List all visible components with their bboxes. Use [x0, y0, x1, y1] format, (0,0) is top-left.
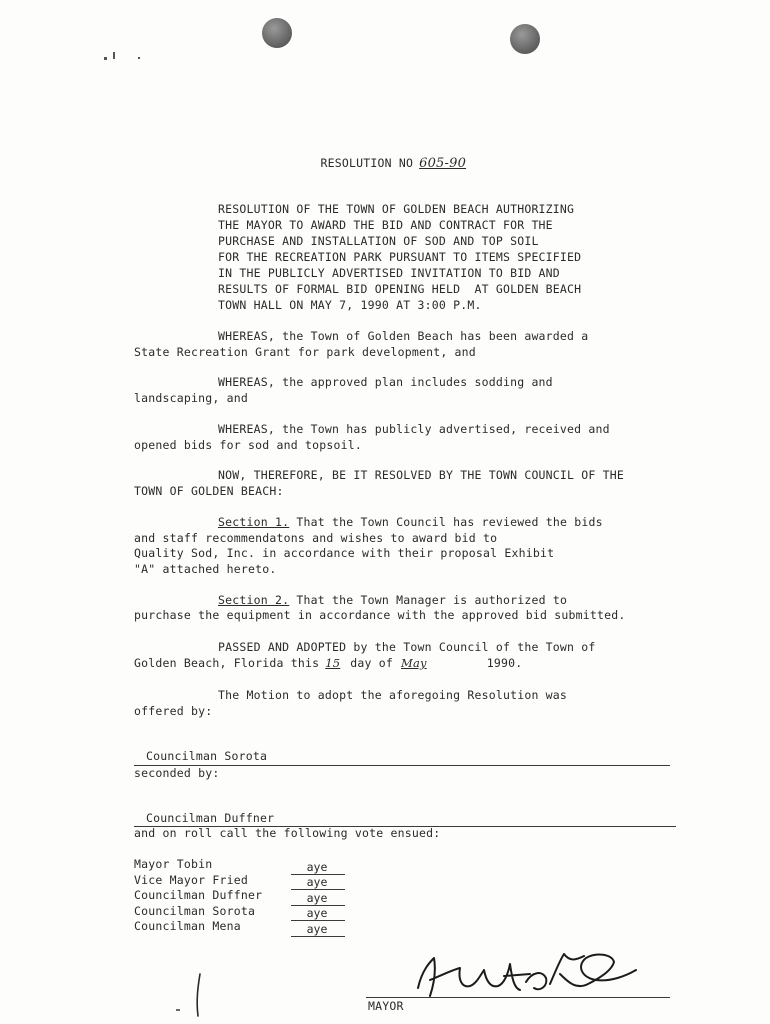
date-prefix: Golden Beach, Florida this — [134, 656, 320, 670]
scan-speck — [138, 57, 140, 59]
mayor-signature — [400, 940, 650, 1002]
section-1-text: That the Town Council has reviewed the bids — [296, 515, 603, 529]
section-1-line: "A" attached hereto. — [134, 562, 277, 576]
voter-name: Councilman Mena — [134, 919, 241, 933]
vote-value: aye — [306, 860, 328, 874]
section-2-heading: Section 2. — [218, 593, 290, 607]
vote-rule — [291, 889, 345, 890]
voter-name: Mayor Tobin — [134, 857, 213, 871]
offered-by-name: Councilman Sorota — [146, 749, 268, 763]
date-year: 1990. — [486, 656, 523, 670]
section-2-first-line — [218, 593, 567, 609]
heading-line: RESOLUTION OF THE TOWN OF GOLDEN BEACH AUTHORIZING — [218, 202, 575, 216]
heading-line: IN THE PUBLICLY ADVERTISED INVITATION TO BID AND — [218, 266, 560, 280]
heading-line: FOR THE RECREATION PARK PURSUANT TO ITEMS SPECIFIED — [218, 250, 582, 264]
heading-line: TOWN HALL ON MAY 7, 1990 AT 3:00 P.M. — [218, 298, 482, 312]
passed-adopted-line: PASSED AND ADOPTED by the Town Council of the Town of — [218, 640, 596, 654]
voter-name: Councilman Duffner — [134, 888, 263, 902]
whereas-clause-2-cont: landscaping, and — [134, 391, 248, 405]
heading-line: PURCHASE AND INSTALLATION OF SOD AND TOP SOIL — [218, 234, 539, 248]
heading-line: RESULTS OF FORMAL BID OPENING HELD AT GOLDEN BEACH — [218, 282, 582, 296]
seconded-by-label: seconded by: — [134, 766, 220, 780]
motion-line-cont: offered by: — [134, 704, 213, 718]
seconded-by-name: Councilman Duffner — [146, 811, 275, 825]
resolution-title — [292, 140, 484, 187]
section-1-line: and staff recommendatons and wishes to award bid to — [134, 531, 498, 545]
resolved-clause: NOW, THEREFORE, BE IT RESOLVED BY THE TOWN COUNCIL OF THE — [218, 468, 625, 482]
punch-hole-right — [510, 24, 540, 54]
whereas-clause-1-cont: State Recreation Grant for park development, and — [134, 345, 476, 359]
section-2-text: That the Town Manager is authorized to — [296, 593, 568, 607]
vote-value: aye — [306, 922, 328, 936]
vote-value: aye — [306, 891, 328, 905]
passed-adopted-date-line — [134, 656, 522, 672]
whereas-clause-2: WHEREAS, the approved plan includes sodding and — [218, 375, 553, 389]
date-day-of: day of — [350, 656, 394, 670]
vote-rule — [291, 920, 345, 921]
vote-rule — [291, 936, 345, 937]
vote-value: aye — [306, 906, 328, 920]
scan-speck — [104, 57, 107, 60]
heading-line: THE MAYOR TO AWARD THE BID AND CONTRACT FOR THE — [218, 218, 553, 232]
date-day: 15 — [325, 656, 341, 670]
punch-hole-left — [262, 18, 292, 48]
resolved-clause-cont: TOWN OF GOLDEN BEACH: — [134, 484, 284, 498]
whereas-clause-3-cont: opened bids for sod and topsoil. — [134, 438, 362, 452]
roll-call-label: and on roll call the following vote ensued: — [134, 826, 441, 840]
whereas-clause-3: WHEREAS, the Town has publicly advertised, received and — [218, 422, 610, 436]
voter-name: Councilman Sorota — [134, 904, 256, 918]
section-1-first-line — [218, 515, 603, 531]
vote-value: aye — [306, 875, 328, 889]
section-1-line: Quality Sod, Inc. in accordance with their proposal Exhibit — [134, 546, 555, 560]
margin-mark — [170, 970, 210, 1020]
date-month: May — [401, 656, 427, 670]
signature-label: MAYOR — [368, 999, 404, 1013]
voter-name: Vice Mayor Fried — [134, 873, 248, 887]
section-2-line: purchase the equipment in accordance with the approved bid submitted. — [134, 608, 626, 622]
section-1-heading: Section 1. — [218, 515, 290, 529]
title-label: RESOLUTION NO — [320, 155, 414, 170]
motion-line: The Motion to adopt the aforegoing Resolution was — [218, 688, 568, 702]
scan-speck — [113, 52, 115, 59]
resolution-number: 605-90 — [419, 155, 467, 171]
whereas-clause-1: WHEREAS, the Town of Golden Beach has been awarded a — [218, 329, 589, 343]
signature-rule — [366, 997, 670, 998]
